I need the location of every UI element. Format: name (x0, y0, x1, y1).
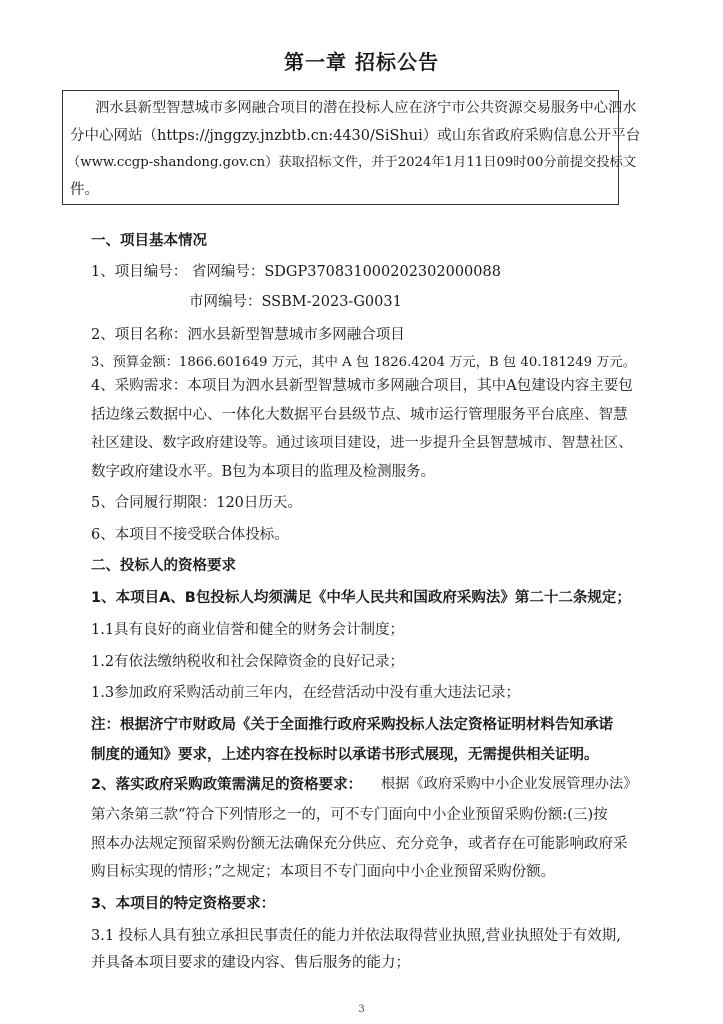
notice-line: 分中心网站（https://jnggzy.jnzbtb.cn:4430/SiShui）或山东省政府采购信息公开平台 (70, 128, 641, 144)
budget-amount: 3、预算金额：1866.601649 万元，其中 A 包 1826.4204 万元，B 包 40.181249 万元。 (91, 355, 636, 370)
policy-requirement-text: 照本办法规定预留采购份额无法确保充分供应、充分竞争，或者存在可能影响政府采 (91, 836, 628, 852)
qualification-3-1: 3.1 投标人具有独立承担民事责任的能力并依法取得营业执照,营业执照处于有效期, (91, 928, 621, 944)
project-number-province: 1、项目编号： 省网编号：SDGP370831000202302000088 (91, 264, 501, 280)
requirement-line: 社区建设、数字政府建设等。通过该项目建设，进一步提升全县智慧城市、智慧社区、 (91, 435, 633, 451)
policy-requirement-lead: 2、落实政府采购政策需满足的资格要求： (91, 777, 363, 793)
policy-requirement-text: 第六条第三款“符合下列情形之一的，可不专门面向中小企业预留采购份额:(三)按 (91, 807, 608, 823)
page-number: 3 (358, 1004, 365, 1015)
policy-requirement-text: 根据《政府采购中小企业发展管理办法》 (381, 776, 638, 792)
requirement-line: 4、采购需求：本项目为泗水县新型智慧城市多网融合项目，其中A包建设内容主要包 (91, 378, 633, 394)
notice-line: （www.ccgp-shandong.gov.cn）获取招标文件，并于2024年1月11日09时00分前提交投标文 (67, 155, 637, 170)
qualification-1-3: 1.3参加政府采购活动前三年内，在经营活动中没有重大违法记录； (91, 685, 521, 701)
qualification-3: 3、本项目的特定资格要求： (91, 896, 276, 912)
qualification-1-1: 1.1具有良好的商业信誉和健全的财务会计制度； (91, 622, 405, 638)
requirement-line: 括边缘云数据中心、一体化大数据平台县级节点、城市运行管理服务平台底座、智慧 (91, 407, 628, 423)
section-heading-2: 二、投标人的资格要求 (91, 558, 236, 574)
joint-bid-note: 6、本项目不接受联合体投标。 (91, 527, 289, 543)
policy-requirement-text: 购目标实现的情形；”之规定；本项目不专门面向中小企业预留采购份额。 (91, 864, 556, 880)
section-heading-1: 一、项目基本情况 (91, 233, 207, 249)
project-name: 2、项目名称：泗水县新型智慧城市多网融合项目 (91, 327, 405, 343)
notice-line: 件。 (70, 182, 99, 198)
contract-period: 5、合同履行期限：120日历天。 (91, 495, 302, 511)
requirement-line: 数字政府建设水平。B包为本项目的监理及检测服务。 (91, 464, 436, 480)
qualification-1: 1、本项目A、B包投标人均须满足《中华人民共和国政府采购法》第二十二条规定； (91, 590, 631, 606)
qualification-3-1: 并具备本项目要求的建设内容、售后服务的能力； (91, 955, 410, 971)
page-title: 第一章 招标公告 (284, 50, 439, 74)
note-line: 注：根据济宁市财政局《关于全面推行政府采购投标人法定资格证明材料告知承诺 (91, 717, 613, 733)
notice-line: 泗水县新型智慧城市多网融合项目的潜在投标人应在济宁市公共资源交易服务中心泗水 (95, 100, 637, 116)
project-number-city: 市网编号：SSBM-2023-G0031 (189, 294, 402, 310)
note-line: 制度的通知》要求，上述内容在投标时以承诺书形式展现，无需提供相关证明。 (91, 747, 599, 763)
qualification-1-2: 1.2有依法缴纳税收和社会保障资金的良好记录； (91, 654, 405, 670)
